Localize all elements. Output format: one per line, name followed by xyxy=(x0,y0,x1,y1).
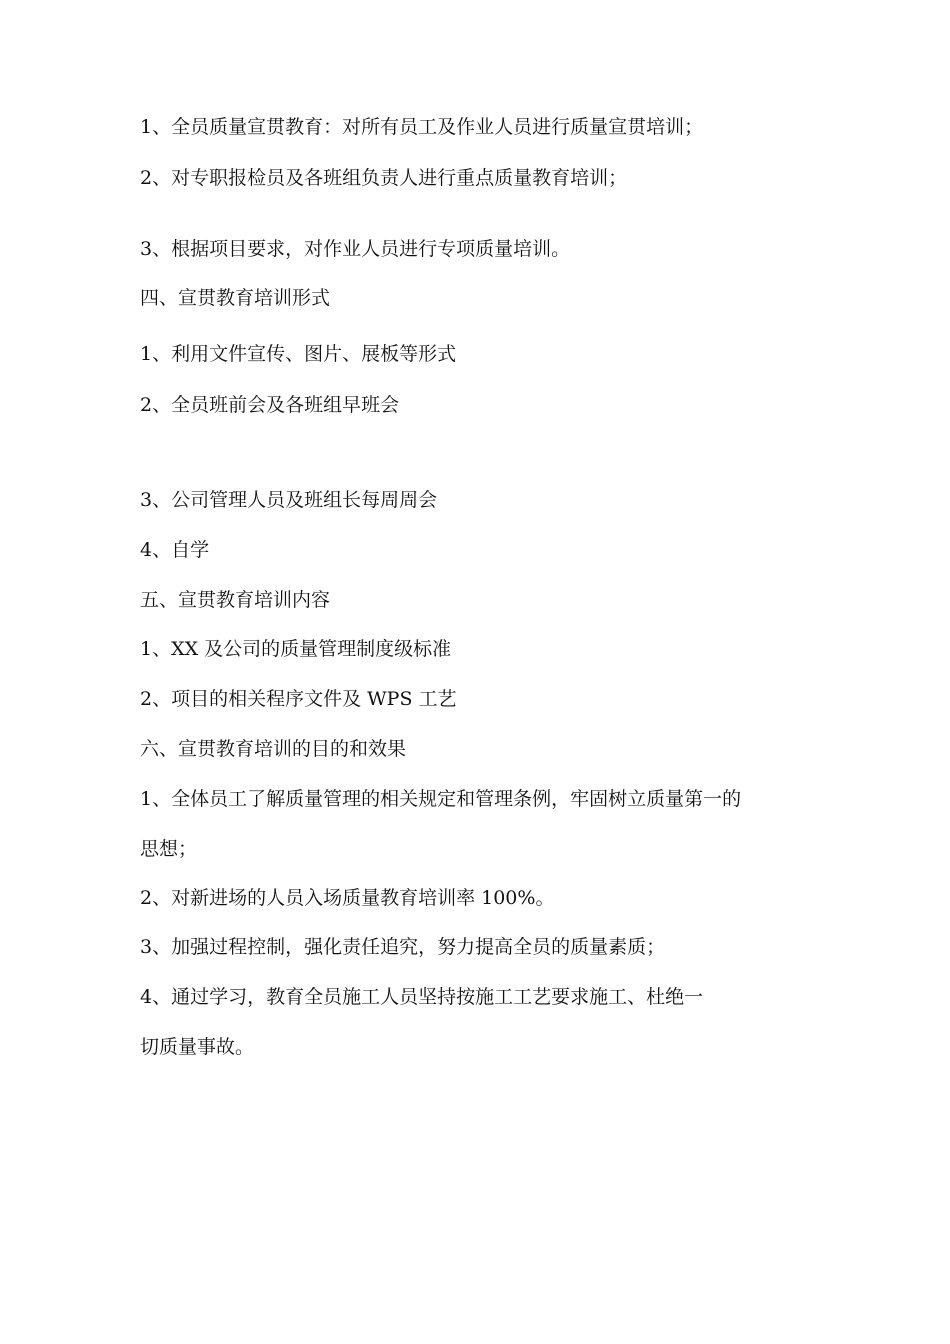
list-item-training-goals-3: 3、加强过程控制，强化责任追究，努力提高全员的质量素质； xyxy=(140,936,666,958)
list-item-training-goals-4: 4、通过学习，教育全员施工人员坚持按施工工艺要求施工、杜绝一 xyxy=(140,986,704,1008)
section-heading-training-content: 五、宣贯教育培训内容 xyxy=(140,589,331,611)
list-item-training-goals-1: 1、全体员工了解质量管理的相关规定和管理条例，牢固树立质量第一的 xyxy=(140,788,742,810)
section-heading-training-goals: 六、宣贯教育培训的目的和效果 xyxy=(140,738,407,760)
list-item-training-goals-1-continued: 思想； xyxy=(140,838,198,860)
list-item-training-scope-1: 1、全员质量宣贯教育：对所有员工及作业人员进行质量宣贯培训； xyxy=(140,116,704,138)
list-item-training-form-2: 2、全员班前会及各班组早班会 xyxy=(140,394,400,416)
list-item-training-scope-3: 3、根据项目要求，对作业人员进行专项质量培训。 xyxy=(140,238,571,260)
list-item-training-goals-4-continued: 切质量事故。 xyxy=(140,1036,255,1058)
list-item-training-content-2: 2、项目的相关程序文件及 WPS 工艺 xyxy=(140,688,457,710)
list-item-training-content-1: 1、XX 及公司的质量管理制度级标准 xyxy=(140,638,452,660)
list-item-training-form-4: 4、自学 xyxy=(140,539,210,561)
list-item-training-form-1: 1、利用文件宣传、图片、展板等形式 xyxy=(140,343,457,365)
list-item-training-scope-2: 2、对专职报检员及各班组负责人进行重点质量教育培训； xyxy=(140,167,628,189)
list-item-training-goals-2: 2、对新进场的人员入场质量教育培训率 100%。 xyxy=(140,887,555,909)
list-item-training-form-3: 3、公司管理人员及班组长每周周会 xyxy=(140,489,438,511)
section-heading-training-form: 四、宣贯教育培训形式 xyxy=(140,287,331,309)
